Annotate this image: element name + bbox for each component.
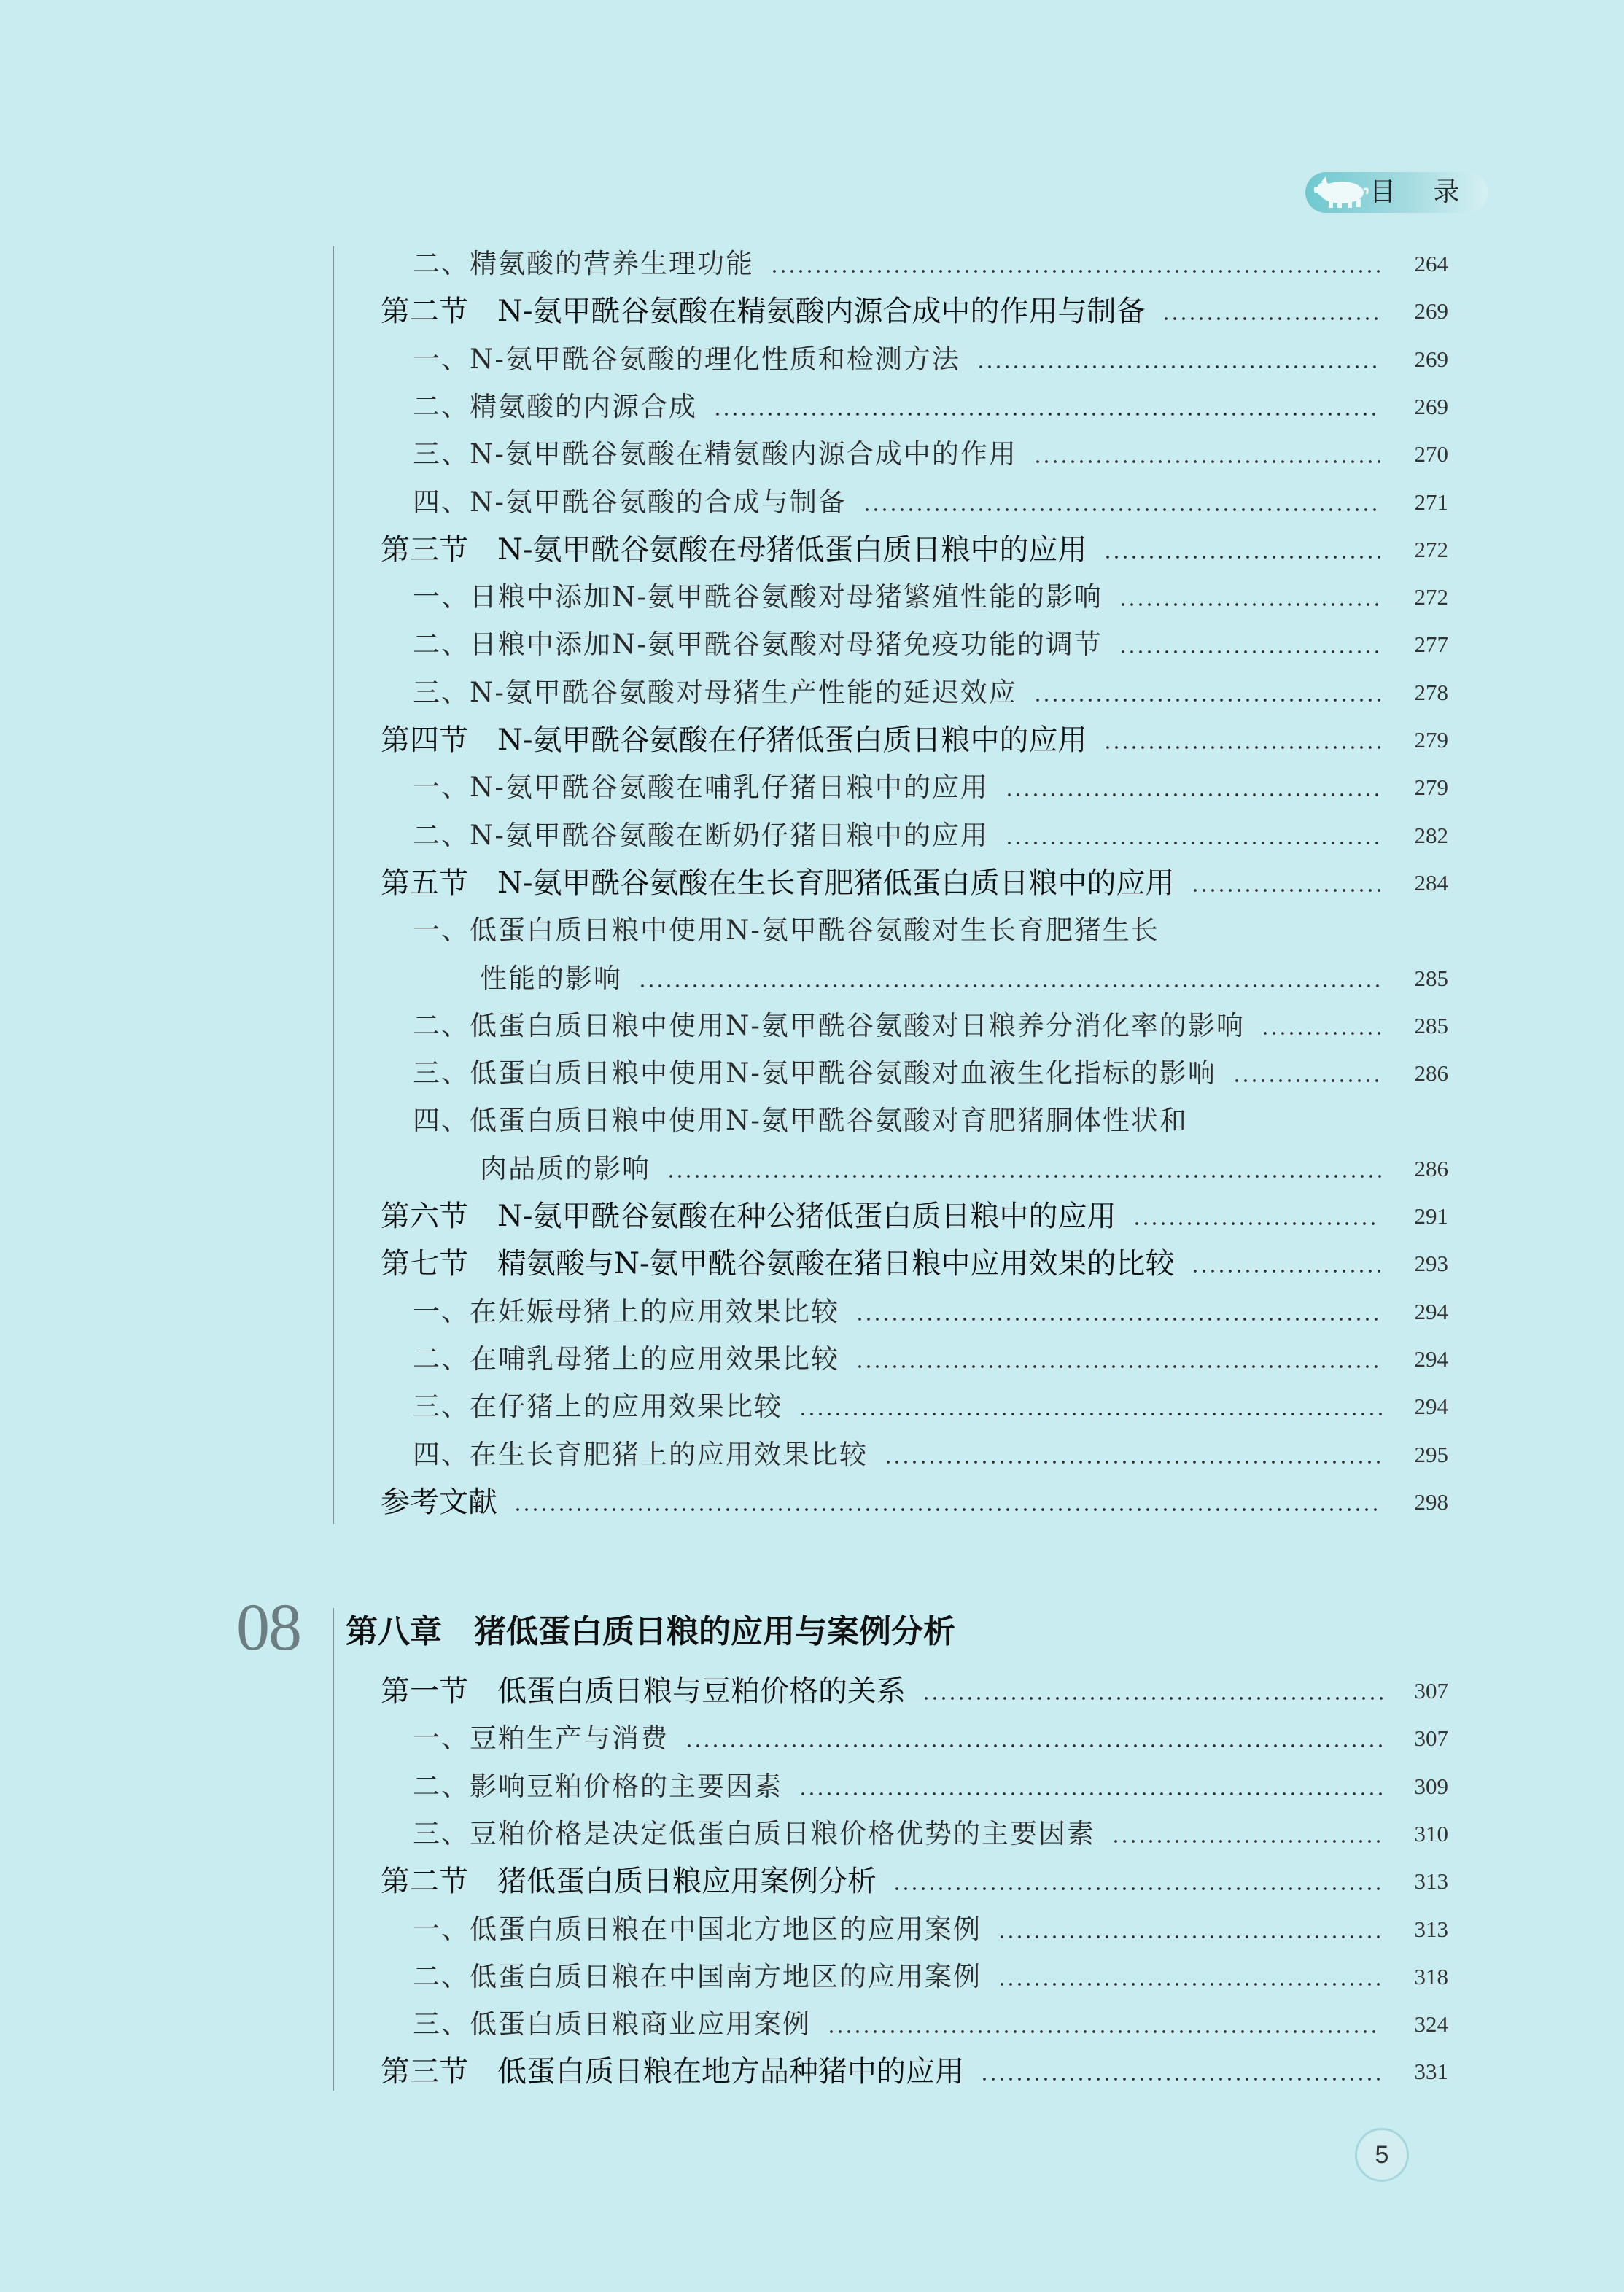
dot-leader bbox=[1119, 650, 1381, 654]
dot-leader bbox=[893, 1887, 1383, 1891]
toc-entry[interactable] bbox=[413, 479, 1448, 526]
toc-entry-page: 307 bbox=[1414, 1678, 1448, 1704]
toc-entry-title: 第二节 N-氨甲酰谷氨酸在精氨酸内源合成中的作用与制备 bbox=[381, 295, 1146, 329]
chapter-title[interactable]: 第八章 猪低蛋白质日粮的应用与案例分析 bbox=[346, 1613, 955, 1650]
toc-entry-page: 284 bbox=[1414, 869, 1448, 896]
toc-section-entry[interactable] bbox=[381, 1668, 1448, 1714]
toc-entry-page: 269 bbox=[1414, 298, 1448, 325]
toc-entry[interactable] bbox=[413, 2001, 1448, 2048]
toc-entry-page: 310 bbox=[1414, 1820, 1448, 1846]
dot-leader bbox=[1119, 602, 1381, 607]
dot-leader bbox=[855, 1317, 1380, 1321]
toc-entry-page: 272 bbox=[1414, 584, 1448, 610]
toc-entry-title: 第五节 N-氨甲酰谷氨酸在生长育肥猪低蛋白质日粮中的应用 bbox=[381, 866, 1175, 900]
toc-entry[interactable] bbox=[413, 1289, 1448, 1335]
dot-leader bbox=[667, 1174, 1384, 1178]
toc-entry-page: 318 bbox=[1414, 1963, 1448, 1989]
dot-leader bbox=[1033, 459, 1383, 464]
dot-leader bbox=[827, 2029, 1378, 2034]
toc-section-entry[interactable] bbox=[381, 1193, 1448, 1240]
dot-leader bbox=[980, 2077, 1383, 2081]
toc-entry-page: 279 bbox=[1414, 774, 1448, 801]
dot-leader bbox=[685, 1744, 1385, 1748]
dot-leader bbox=[1191, 888, 1383, 893]
toc-references-entry[interactable] bbox=[381, 1479, 1448, 1526]
toc-entry-title: 二、低蛋白质日粮中使用N-氨甲酰谷氨酸对日粮养分消化率的影响 bbox=[413, 1009, 1245, 1041]
toc-section-entry[interactable] bbox=[381, 2048, 1448, 2095]
toc-entry-title: 一、豆粕生产与消费 bbox=[413, 1722, 669, 1755]
dot-leader bbox=[799, 1792, 1385, 1796]
toc-entry-page: 294 bbox=[1414, 1345, 1448, 1372]
toc-entry-page: 269 bbox=[1414, 346, 1448, 372]
header-label: 目 录 bbox=[1369, 177, 1475, 207]
toc-entry-title: 四、N-氨甲酰谷氨酸的合成与制备 bbox=[413, 486, 847, 518]
toc-entry-page: 286 bbox=[1414, 1155, 1448, 1181]
toc-entry-title: 性能的影响 bbox=[480, 962, 622, 994]
toc-entry-title: 三、豆粕价格是决定低蛋白质日粮价格优势的主要因素 bbox=[413, 1817, 1095, 1849]
toc-entry-page: 313 bbox=[1414, 1868, 1448, 1895]
dot-leader bbox=[863, 508, 1379, 512]
toc-entry[interactable] bbox=[413, 1906, 1448, 1953]
toc-entry-page: 309 bbox=[1414, 1773, 1448, 1799]
toc-entry-title: 一、N-氨甲酰谷氨酸在哺乳仔猪日粮中的应用 bbox=[413, 772, 989, 804]
toc-entry-page: 331 bbox=[1414, 2059, 1448, 2085]
toc-entry-title: 一、在妊娠母猪上的应用效果比较 bbox=[413, 1295, 839, 1327]
toc-entry-title: 第七节 精氨酸与N-氨甲酰谷氨酸在猪日粮中应用效果的比较 bbox=[381, 1247, 1175, 1281]
toc-entry[interactable] bbox=[413, 1383, 1448, 1430]
toc-entry-title: 二、低蛋白质日粮在中国南方地区的应用案例 bbox=[413, 1960, 982, 1992]
toc-entry-page: 285 bbox=[1414, 965, 1448, 991]
toc-section-entry[interactable] bbox=[381, 860, 1448, 906]
toc-entry-page: 313 bbox=[1414, 1916, 1448, 1942]
toc-entry[interactable] bbox=[413, 1336, 1448, 1383]
toc-entry[interactable] bbox=[413, 1811, 1448, 1857]
left-rule bbox=[333, 1608, 334, 2091]
dot-leader bbox=[770, 269, 1383, 273]
toc-section-entry[interactable] bbox=[381, 1240, 1448, 1287]
dot-leader bbox=[713, 412, 1378, 416]
toc-entry-page: 264 bbox=[1414, 251, 1448, 276]
toc-entry[interactable] bbox=[480, 955, 1448, 1002]
toc-entry-title: 一、低蛋白质日粮中使用N-氨甲酰谷氨酸对生长育肥猪生长 bbox=[413, 914, 1159, 947]
toc-entry-page: 285 bbox=[1414, 1012, 1448, 1038]
toc-entry-title: 三、N-氨甲酰谷氨酸在精氨酸内源合成中的作用 bbox=[413, 438, 1017, 470]
dot-leader bbox=[1005, 841, 1381, 845]
toc-entry-title: 第二节 猪低蛋白质日粮应用案例分析 bbox=[381, 1865, 877, 1899]
toc-entry-title: 三、低蛋白质日粮中使用N-氨甲酰谷氨酸对血液生化指标的影响 bbox=[413, 1057, 1216, 1089]
toc-entry-title: 二、精氨酸的内源合成 bbox=[413, 390, 697, 422]
toc-entry-title: 一、低蛋白质日粮在中国北方地区的应用案例 bbox=[413, 1913, 982, 1945]
toc-entry-page: 286 bbox=[1414, 1060, 1448, 1087]
toc-entry[interactable] bbox=[413, 1098, 1448, 1144]
toc-entry-title: 二、精氨酸的营养生理功能 bbox=[413, 248, 754, 279]
toc-entry-title: 第一节 低蛋白质日粮与豆粕价格的关系 bbox=[381, 1674, 906, 1708]
chapter-number: 08 bbox=[236, 1590, 300, 1664]
toc-entry[interactable] bbox=[413, 621, 1448, 668]
toc-entry-title: 三、N-氨甲酰谷氨酸对母猪生产性能的延迟效应 bbox=[413, 676, 1017, 708]
dot-leader bbox=[922, 1696, 1386, 1701]
dot-leader bbox=[1162, 316, 1380, 321]
toc-section-entry[interactable] bbox=[381, 527, 1448, 573]
toc-entry-title: 二、影响豆粕价格的主要因素 bbox=[413, 1770, 782, 1802]
toc-entry[interactable] bbox=[413, 336, 1448, 383]
toc-entry[interactable] bbox=[413, 384, 1448, 430]
dot-leader bbox=[799, 1412, 1385, 1416]
dot-leader bbox=[1005, 793, 1381, 797]
toc-entry[interactable] bbox=[413, 1003, 1448, 1049]
toc-section-entry[interactable] bbox=[381, 717, 1448, 764]
toc-entry[interactable] bbox=[413, 574, 1448, 621]
dot-leader bbox=[976, 365, 1379, 369]
toc-entry-title: 第六节 N-氨甲酰谷氨酸在种公猪低蛋白质日粮中的应用 bbox=[381, 1200, 1116, 1233]
toc-entry[interactable] bbox=[480, 1146, 1448, 1192]
toc-entry-title: 二、在哺乳母猪上的应用效果比较 bbox=[413, 1343, 839, 1375]
toc-entry-page: 298 bbox=[1414, 1488, 1448, 1515]
toc-entry[interactable] bbox=[413, 907, 1448, 954]
toc-entry-title: 肉品质的影响 bbox=[480, 1152, 650, 1184]
dot-leader bbox=[998, 1935, 1383, 1939]
toc-entry[interactable] bbox=[413, 1954, 1448, 2000]
toc-entry-title: 参考文献 bbox=[381, 1485, 497, 1519]
toc-entry[interactable] bbox=[413, 812, 1448, 859]
toc-entry-page: 272 bbox=[1414, 536, 1448, 562]
toc-entry-title: 第三节 N-氨甲酰谷氨酸在母猪低蛋白质日粮中的应用 bbox=[381, 532, 1087, 567]
toc-entry[interactable] bbox=[413, 1763, 1448, 1810]
toc-entry[interactable] bbox=[413, 431, 1448, 478]
dot-leader bbox=[1111, 1839, 1383, 1844]
toc-entry-title: 第三节 低蛋白质日粮在地方品种猪中的应用 bbox=[381, 2055, 964, 2089]
dot-leader bbox=[1191, 1269, 1383, 1273]
toc-entry-title: 四、在生长育肥猪上的应用效果比较 bbox=[413, 1438, 868, 1470]
toc-entry-page: 271 bbox=[1414, 489, 1448, 515]
toc-entry-title: 第四节 N-氨甲酰谷氨酸在仔猪低蛋白质日粮中的应用 bbox=[381, 723, 1087, 757]
dot-leader bbox=[1132, 1221, 1378, 1226]
dot-leader bbox=[884, 1460, 1383, 1464]
toc-entry-page: 294 bbox=[1414, 1394, 1448, 1420]
dot-leader bbox=[1103, 555, 1383, 559]
toc-entry-page: 324 bbox=[1414, 2011, 1448, 2037]
page-number: 5 bbox=[1375, 2141, 1389, 2169]
toc-entry-title: 三、在仔猪上的应用效果比较 bbox=[413, 1391, 782, 1423]
toc-entry-page: 279 bbox=[1414, 727, 1448, 753]
left-rule bbox=[333, 246, 334, 1524]
toc-entry-page: 295 bbox=[1414, 1441, 1448, 1467]
toc-entry-title: 一、日粮中添加N-氨甲酰谷氨酸对母猪繁殖性能的影响 bbox=[413, 581, 1103, 613]
toc-section-entry[interactable] bbox=[381, 1858, 1448, 1905]
toc-entry[interactable] bbox=[413, 669, 1448, 716]
toc-entry[interactable] bbox=[413, 1050, 1448, 1097]
toc-entry-page: 269 bbox=[1414, 393, 1448, 419]
toc-entry-title: 二、N-氨甲酰谷氨酸在断奶仔猪日粮中的应用 bbox=[413, 819, 989, 851]
toc-entry-page: 293 bbox=[1414, 1251, 1448, 1277]
toc-entry-page: 277 bbox=[1414, 632, 1448, 658]
toc-entry-title: 三、低蛋白质日粮商业应用案例 bbox=[413, 2008, 811, 2040]
dot-leader bbox=[1232, 1079, 1381, 1083]
dot-leader bbox=[1261, 1031, 1383, 1036]
dot-leader bbox=[513, 1507, 1380, 1512]
pig-icon bbox=[1311, 175, 1369, 210]
toc-entry[interactable] bbox=[413, 1715, 1448, 1762]
toc-entry-title: 一、N-氨甲酰谷氨酸的理化性质和检测方法 bbox=[413, 343, 960, 375]
toc-entry-page: 307 bbox=[1414, 1725, 1448, 1752]
toc-entry[interactable] bbox=[413, 764, 1448, 811]
dot-leader bbox=[638, 984, 1382, 988]
toc-entry-page: 282 bbox=[1414, 822, 1448, 848]
toc-entry-page: 294 bbox=[1414, 1298, 1448, 1324]
toc-entry-title: 二、日粮中添加N-氨甲酰谷氨酸对母猪免疫功能的调节 bbox=[413, 629, 1103, 661]
toc-entry[interactable] bbox=[413, 241, 1448, 287]
toc-entry-page: 291 bbox=[1414, 1203, 1448, 1229]
toc-section-entry[interactable] bbox=[381, 288, 1448, 335]
toc-entry-title: 四、低蛋白质日粮中使用N-氨甲酰谷氨酸对育肥猪胴体性状和 bbox=[413, 1105, 1188, 1137]
toc-entry-page: 270 bbox=[1414, 441, 1448, 467]
toc-entry[interactable] bbox=[413, 1431, 1448, 1478]
dot-leader bbox=[1033, 698, 1383, 702]
toc-entry-page: 278 bbox=[1414, 679, 1448, 705]
dot-leader bbox=[998, 1982, 1383, 1986]
dot-leader bbox=[855, 1364, 1380, 1369]
dot-leader bbox=[1103, 745, 1383, 750]
